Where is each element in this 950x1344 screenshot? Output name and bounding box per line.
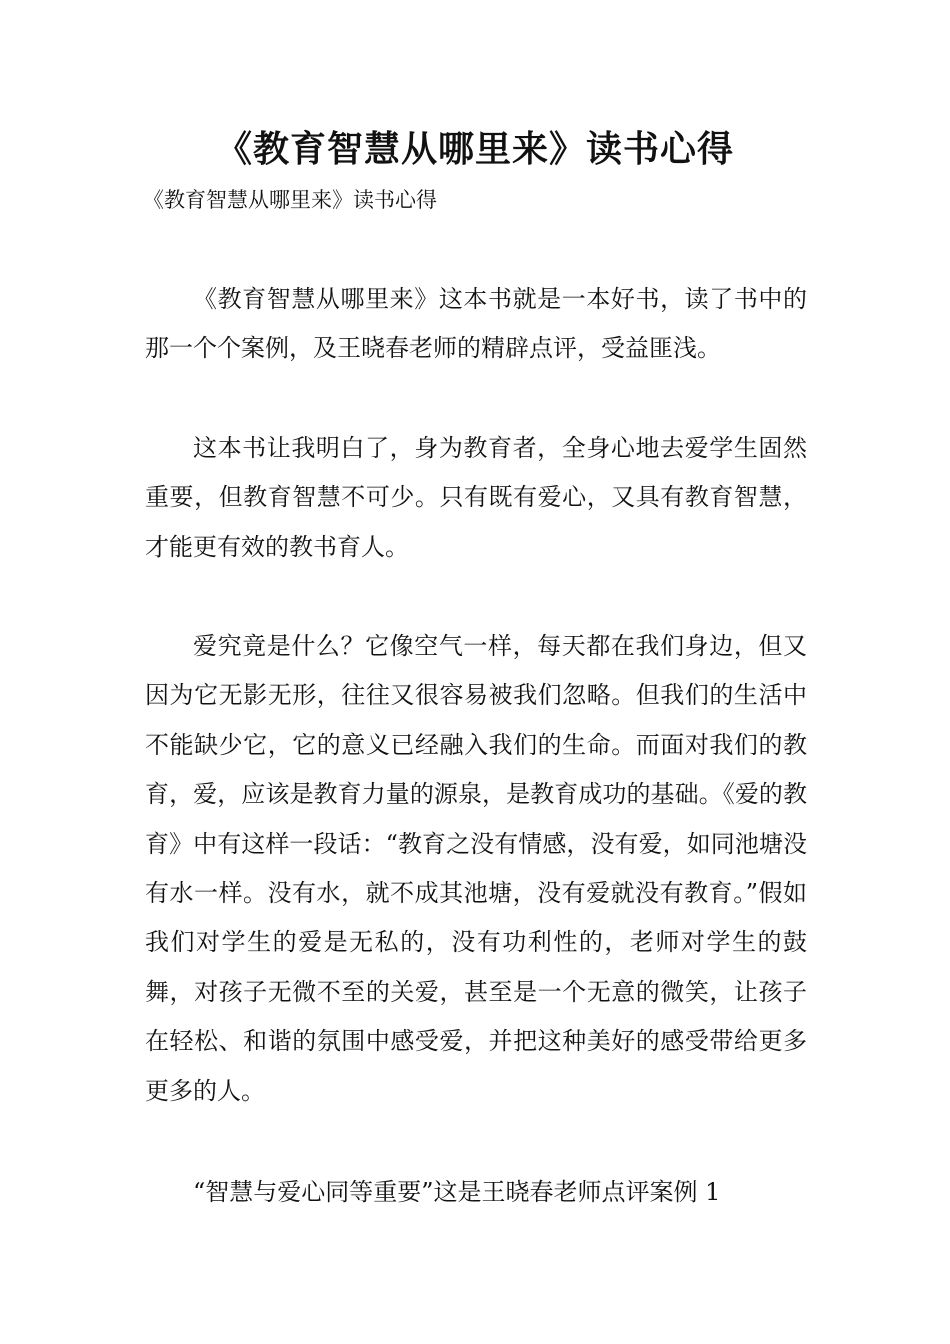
body-paragraph-3: 爱究竟是什么？它像空气一样，每天都在我们身边，但又因为它无影无形，往往又很容易被我们忽略。但我们的生活中不能缺少它，它的意义已经融入我们的生命。而面对我们的教育，爱，应该是教育力量的源泉，是教育成功的基础。《爱的教育》中有这样一段话：“教育之没有情感，没有爱，如同池塘没有水一样。没有水，就不成其池塘，没有爱就没有教育。”假如我们对学生的爱是无私的，没有功利性的，老师对学生的鼓舞，对孩子无微不至的关爱，甚至是一个无意的微笑，让孩子在轻松、和谐的氛围中感受爱，并把这种美好的感受带给更多更多的人。 <box>145 632 807 1105</box>
body-paragraph-2: 这本书让我明白了，身为教育者，全身心地去爱学生固然重要，但教育智慧不可少。只有既有爱心，又具有教育智慧，才能更有效的教书育人。 <box>145 434 807 561</box>
document-title: 《教育智慧从哪里来》读书心得 <box>215 129 734 170</box>
body-paragraph-4: “智慧与爱心同等重要”这是王晓春老师点评案例 1 <box>193 1178 721 1206</box>
document-subtitle: 《教育智慧从哪里来》读书心得 <box>143 188 437 212</box>
body-paragraph-1: 《教育智慧从哪里来》这本书就是一本好书，读了书中的那一个个案例，及王晓春老师的精辟点评，受益匪浅。 <box>145 285 807 363</box>
